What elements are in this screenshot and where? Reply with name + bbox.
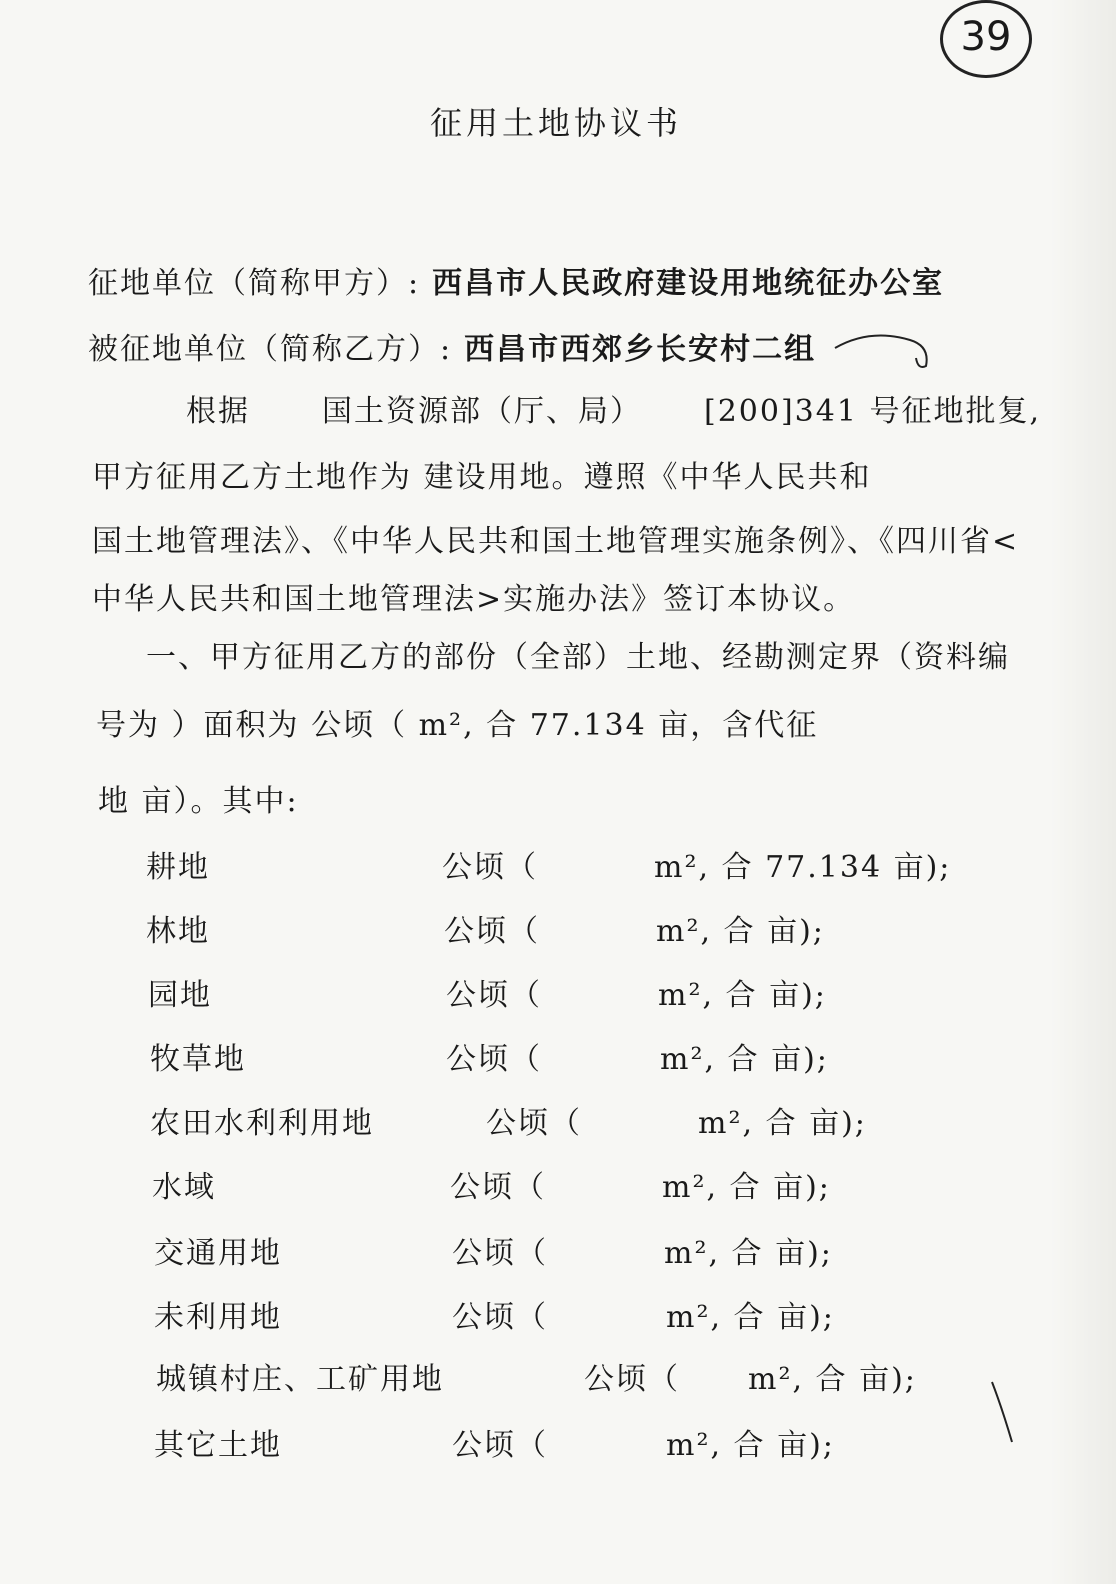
handwritten-mark	[830, 318, 940, 378]
land-item-name: 耕地	[146, 850, 210, 885]
land-item-name: 牧草地	[150, 1042, 246, 1077]
handwritten-stroke	[988, 1378, 1018, 1448]
land-item-value: m², 合 亩);	[664, 1236, 833, 1271]
land-item-unit: 公顷（	[452, 1300, 548, 1335]
land-item-name: 水域	[152, 1170, 216, 1205]
para-line-5: 号为 ）面积为 公顷（ m², 合 77.134 亩，含代征	[96, 708, 819, 743]
land-item-value: m², 合 亩);	[698, 1106, 867, 1141]
land-item-unit: 公顷（	[444, 914, 540, 949]
land-item-name: 未利用地	[154, 1300, 282, 1335]
para-line-6: 地 亩）。其中:	[98, 784, 299, 819]
land-item-unit: 公顷（	[442, 850, 538, 885]
land-item-value: m², 合 亩);	[656, 914, 825, 949]
land-item-unit: 公顷（	[452, 1428, 548, 1463]
basis-lead: 根据	[186, 394, 250, 429]
land-item-name: 园地	[148, 978, 212, 1013]
party-a-label: 征地单位（简称甲方）:	[88, 266, 421, 301]
party-a-value: 西昌市人民政府建设用地统征办公室	[432, 266, 945, 301]
land-item-unit: 公顷（	[584, 1362, 680, 1397]
para-line-4: 一、甲方征用乙方的部份（全部）土地、经勘测定界（资料编	[146, 640, 1010, 675]
basis-ref: [200]341 号征地批复,	[704, 394, 1042, 429]
land-item-value: m², 合 亩);	[666, 1428, 835, 1463]
land-item-unit: 公顷（	[450, 1170, 546, 1205]
para-line-3: 中华人民共和国土地管理法>实施办法》签订本协议。	[92, 582, 856, 617]
party-b-line	[88, 324, 816, 368]
para-line-2: 国土地管理法》、《中华人民共和国土地管理实施条例》、《四川省<	[92, 524, 1020, 559]
land-item-value: m², 合 亩);	[666, 1300, 835, 1335]
land-item-value: m², 合 亩);	[662, 1170, 831, 1205]
land-item-unit: 公顷（	[452, 1236, 548, 1271]
land-item-name: 农田水利利用地	[150, 1106, 374, 1141]
land-item-value: m², 合 亩);	[660, 1042, 829, 1077]
land-item-name: 林地	[146, 914, 210, 949]
land-item-unit: 公顷（	[486, 1106, 582, 1141]
land-item-unit: 公顷（	[446, 1042, 542, 1077]
land-item-name: 城镇村庄、工矿用地	[156, 1362, 444, 1397]
party-b-value: 西昌市西郊乡长安村二组	[464, 332, 817, 367]
party-a-line	[88, 258, 944, 302]
document-title: 征用土地协议书	[430, 104, 683, 142]
scan-edge-shadow	[1050, 0, 1116, 1584]
land-item-value: m², 合 77.134 亩);	[654, 850, 952, 885]
land-item-name: 交通用地	[154, 1236, 282, 1271]
page-number-mark: 39	[940, 0, 1032, 78]
land-item-name: 其它土地	[154, 1428, 282, 1463]
land-item-value: m², 合 亩);	[748, 1362, 917, 1397]
land-item-unit: 公顷（	[446, 978, 542, 1013]
party-b-label: 被征地单位（简称乙方）:	[88, 332, 453, 367]
basis-authority: 国土资源部（厅、局）	[322, 394, 642, 429]
land-item-value: m², 合 亩);	[658, 978, 827, 1013]
para-line-1: 甲方征用乙方土地作为 建设用地。遵照《中华人民共和	[92, 460, 872, 495]
